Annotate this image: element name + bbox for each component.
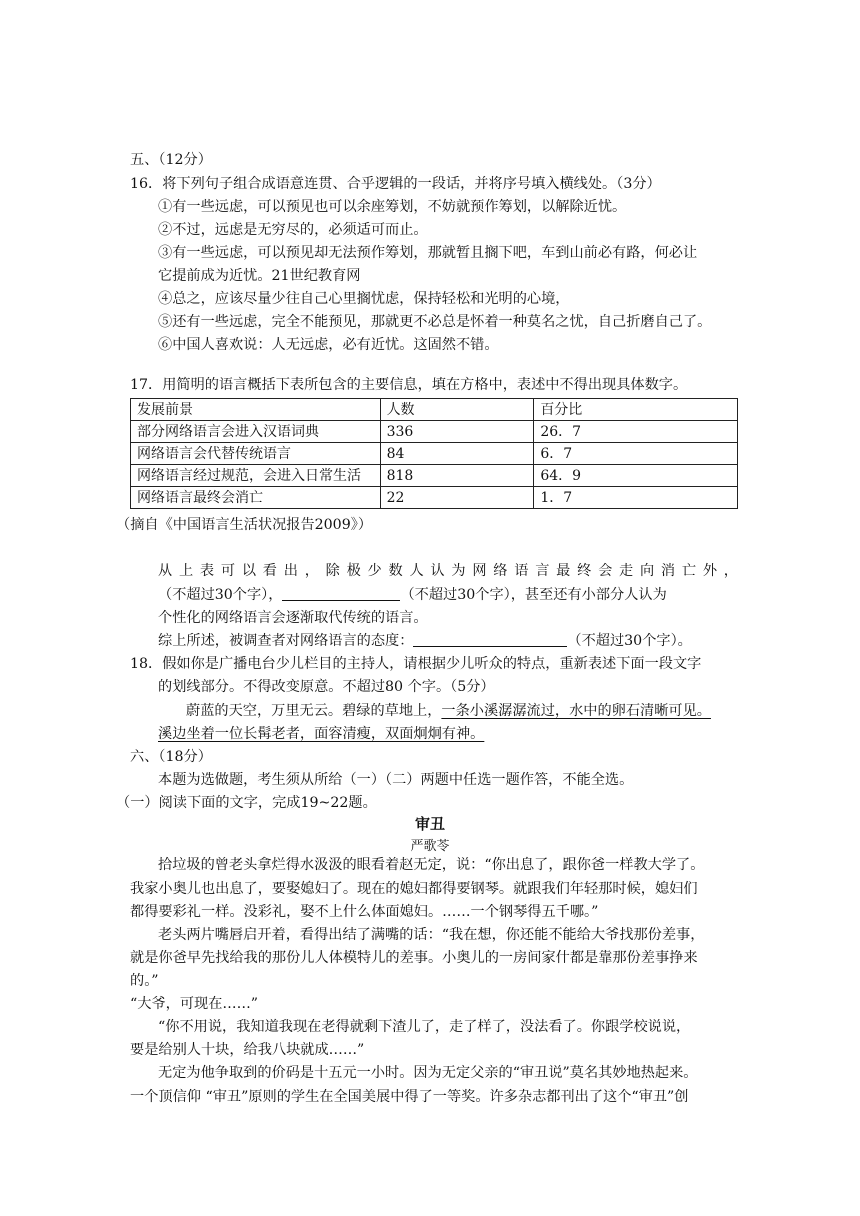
q16-sentence-1: ①有一些远虑，可以预见也可以余座筹划，不妨就预作筹划，以解除近忧。 — [158, 199, 627, 215]
story-para-2-line-3: 的。” — [130, 973, 159, 989]
q16-stem: 16．将下列句子组合成语意连贯、合乎逻辑的一段话，并将序号填入横线处。（3分） — [130, 176, 661, 192]
q17-data-table — [130, 398, 738, 509]
q17-answer-blank-3[interactable] — [413, 632, 567, 647]
q16-sentence-5: ⑤还有一些远虑，完全不能预见，那就更不必总是怀着一种莫名之忧，自己折磨自己了。 — [158, 314, 712, 330]
story-para-5-line-1: 无定为他争取到的价码是十五元一小时。因为无定父亲的“审丑说”莫名其妙地热起来。 — [158, 1065, 698, 1081]
q17-paragraph-line-2 — [158, 585, 667, 605]
table-cell: 818 — [380, 465, 534, 487]
section-6-header: 六、（18分） — [130, 749, 212, 765]
table-cell: 1．7 — [534, 487, 738, 509]
q17-paragraph-line-1: 从上表可以看出，除极少数人认为网络语言最终会走向消亡外， — [158, 563, 738, 579]
story-para-2-line-1: 老头两片嘴唇启开着，看得出结了满嘴的话：“我在想，你还能不能给大爷找那份差事， — [158, 927, 705, 943]
story-para-5-line-2: 一个顶信仰 “审丑”原则的学生在全国美展中得了一等奖。许多杂志都刊出了这个“审丑”创 — [130, 1089, 689, 1105]
q16-sentence-3a: ③有一些远虑，可以预见却无法预作筹划，那就暂且搁下吧，车到山前必有路，何必让 — [158, 245, 698, 261]
table-header-cell: 发展前景 — [131, 399, 381, 421]
q17-summary-prompt: 综上所述，被调查者对网络语言的态度： — [158, 633, 414, 649]
table-row — [131, 443, 738, 465]
story-para-4-line-2: 要是给别人十块，给我八块就成……” — [130, 1042, 365, 1058]
q17-note-2: （不超过30个字），甚至还有小部分人认为 — [400, 587, 667, 603]
table-header-cell: 百分比 — [534, 399, 738, 421]
q18-passage-line-1 — [186, 701, 711, 721]
q16-sentence-6: ⑥中国人喜欢说：人无远虑，必有近忧。这固然不错。 — [158, 337, 499, 353]
q17-answer-blank-2[interactable] — [282, 586, 400, 601]
q18-underlined-part-2: 溪边坐着一位长髯老者，面容清瘦，双面炯炯有神。 — [158, 726, 485, 742]
table-row — [131, 421, 738, 443]
story-para-2-line-2: 就是你爸早先找给我的那份儿人体模特儿的差事。小奥儿的一房间家什都是靠那份差事挣来 — [130, 950, 698, 966]
table-cell: 336 — [380, 421, 534, 443]
table-header-cell: 人数 — [380, 399, 534, 421]
q17-summary-note: （不超过30个字）。 — [567, 633, 692, 649]
table-cell: 22 — [380, 487, 534, 509]
table-cell: 网络语言最终会消亡 — [131, 487, 381, 509]
table-cell: 6．7 — [534, 443, 738, 465]
q18-passage-plain: 蔚蓝的天空，万里无云。碧绿的草地上， — [186, 703, 442, 719]
table-cell: 84 — [380, 443, 534, 465]
table-cell: 26．7 — [534, 421, 738, 443]
story-para-1-line-2: 我家小奥儿也出息了，要娶媳妇了。现在的媳妇都得要钢琴。就跟我们年轻那时候，媳妇们 — [130, 881, 698, 897]
story-author: 严歌苓 — [410, 839, 450, 854]
q17-source: （摘自《中国语言生活状况报告2009》） — [116, 517, 373, 533]
section-5-header: 五、（12分） — [130, 152, 212, 168]
table-row — [131, 487, 738, 509]
q16-sentence-4: ④总之，应该尽量少往自己心里搁忧虑，保持轻松和光明的心境， — [158, 291, 570, 307]
story-para-1-line-3: 都得要彩礼一样。没彩礼，娶不上什么体面媳妇。……一个钢琴得五千哪。” — [130, 904, 599, 920]
story-para-3: “大爷，可现在……” — [130, 996, 259, 1012]
story-para-4-line-1: “你不用说，我知道我现在老得就剩下渣儿了，走了样了，没法看了。你跟学校说说， — [158, 1019, 691, 1035]
table-cell: 64．9 — [534, 465, 738, 487]
q18-stem-line-1: 18．假如你是广播电台少儿栏目的主持人，请根据少儿听众的特点，重新表述下面一段文字 — [130, 656, 702, 672]
q17-paragraph-line-3: 个性化的网络语言会逐渐取代传统的语言。 — [158, 610, 428, 626]
q18-stem-line-2: 的划线部分。不得改变原意。不超过80 个字。（5分） — [158, 679, 495, 695]
q17-paragraph-line-4 — [158, 631, 692, 651]
table-cell: 网络语言经过规范，会进入日常生活 — [131, 465, 381, 487]
q17-note-1: （不超过30个字）， — [158, 587, 283, 603]
story-para-1-line-1: 拾垃圾的曾老头拿烂得水汲汲的眼看着赵无定，说：“你出息了，跟你爸一样教大学了。 — [158, 857, 705, 873]
table-header-row — [131, 399, 738, 421]
q17-stem: 17．用简明的语言概括下表所包含的主要信息，填在方格中，表述中不得出现具体数字。 — [130, 377, 688, 393]
section-6-intro: 本题为选做题，考生须从所给（一）（二）两题中任选一题作答，不能全选。 — [158, 772, 634, 788]
section-6-part-1: （一）阅读下面的文字，完成19~22题。 — [116, 795, 377, 811]
story-title: 审丑 — [414, 815, 445, 833]
q18-underlined-part-1: 一条小溪潺潺流过，水中的卵石清晰可见。 — [441, 703, 711, 719]
table-cell: 部分网络语言会进入汉语词典 — [131, 421, 381, 443]
q16-sentence-3b: 它提前成为近忧。21世纪教育网 — [158, 268, 361, 284]
table-row — [131, 465, 738, 487]
table-cell: 网络语言会代替传统语言 — [131, 443, 381, 465]
q16-sentence-2: ②不过，远虑是无穷尽的，必须适可而止。 — [158, 222, 428, 238]
